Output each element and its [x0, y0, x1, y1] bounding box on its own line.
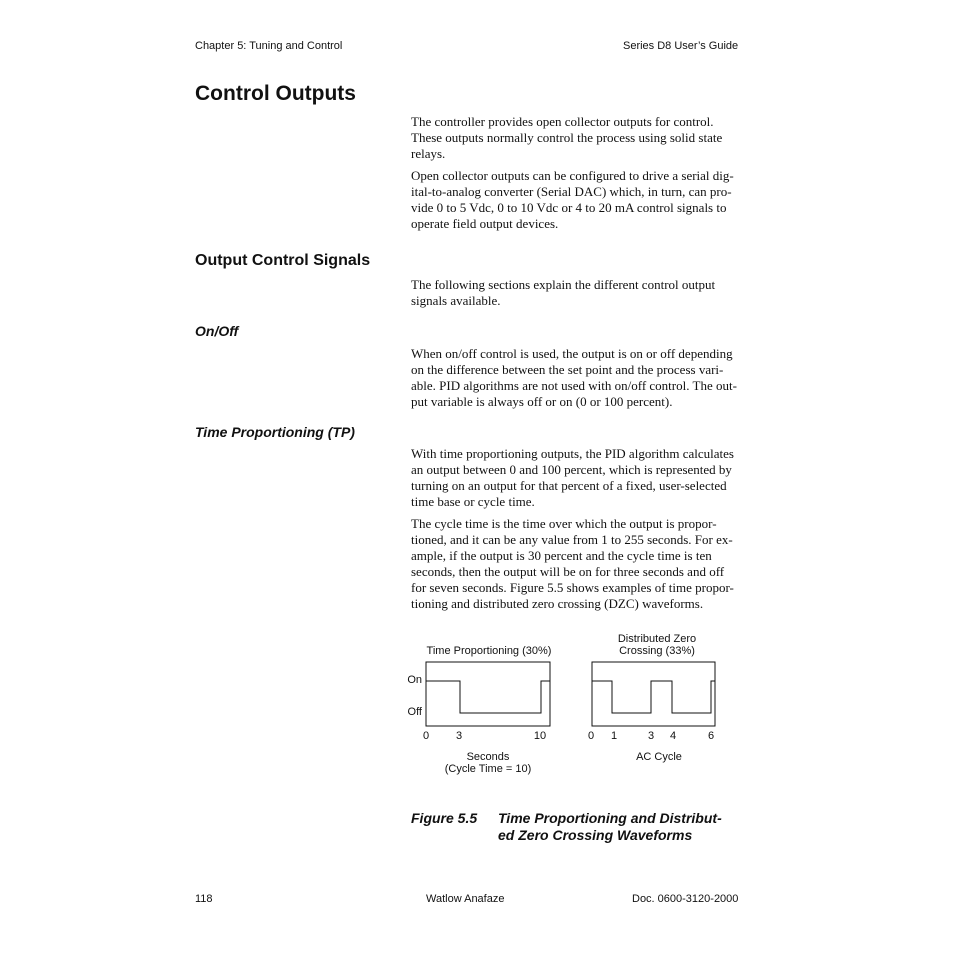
text-line: able. PID algorithms are not used with on/off control. The out- [411, 378, 737, 393]
text-line: ample, if the output is 30 percent and the cycle time is ten [411, 548, 712, 563]
tp-figure-title: Time Proportioning (30%) [426, 645, 552, 657]
text-line: ital-to-analog converter (Serial DAC) which, in turn, can pro- [411, 184, 732, 199]
tp-waveform [426, 681, 550, 713]
text-line: operate field output devices. [411, 216, 559, 231]
text-line: time base or cycle time. [411, 494, 535, 509]
text-line: vide 0 to 5 Vdc, 0 to 10 Vdc or 4 to 20 mA control signals to [411, 200, 727, 215]
text-line: The controller provides open collector outputs for control. [411, 114, 714, 129]
dzc-tick-label: 3 [647, 730, 655, 742]
footer-publisher: Watlow Anafaze [426, 893, 505, 905]
dzc-waveform [592, 681, 715, 713]
text-line: These outputs normally control the process using solid state [411, 130, 723, 145]
dzc-tick-label: 4 [669, 730, 677, 742]
section-title: Control Outputs [195, 82, 356, 105]
footer-doc-number: Doc. 0600-3120-2000 [632, 893, 739, 905]
text-line: Open collector outputs can be configured to drive a serial dig- [411, 168, 734, 183]
text-line: an output between 0 and 100 percent, which is represented by [411, 462, 732, 477]
tp-tick-label: 0 [422, 730, 430, 742]
subsection-title: Output Control Signals [195, 252, 371, 269]
text-line: The following sections explain the different control output [411, 277, 716, 292]
dzc-figure-title-line1: Distributed Zero [617, 633, 697, 645]
text-line: tioning and distributed zero crossing (DZC) waveforms. [411, 596, 704, 611]
off-level-label: Off [407, 706, 422, 718]
text-line: on the difference between the set point and the process vari- [411, 362, 724, 377]
tp-plot-frame [426, 662, 550, 726]
text-line: signals available. [411, 293, 501, 308]
tp-axis-label: Seconds [466, 751, 510, 763]
dzc-tick-label: 0 [587, 730, 595, 742]
tp-axis-sublabel: (Cycle Time = 10) [444, 763, 532, 775]
on-level-label: On [407, 674, 422, 686]
text-line: When on/off control is used, the output is on or off depending [411, 346, 733, 361]
dzc-plot-frame [592, 662, 715, 726]
text-line: seconds, then the output will be on for three seconds and off [411, 564, 725, 579]
text-line: for seven seconds. Figure 5.5 shows examples of time propor- [411, 580, 734, 595]
dzc-tick-label: 1 [610, 730, 618, 742]
onoff-heading: On/Off [195, 323, 239, 339]
dzc-figure-title-line2: Crossing (33%) [619, 645, 695, 657]
figure-caption-text [498, 810, 722, 844]
text-line: The cycle time is the time over which the output is propor- [411, 516, 717, 531]
figure-caption-number: Figure 5.5 [411, 810, 478, 826]
caption-line: ed Zero Crossing Waveforms [498, 827, 693, 843]
running-header-chapter: Chapter 5: Tuning and Control [195, 40, 343, 52]
text-line: relays. [411, 146, 446, 161]
tp-heading: Time Proportioning (TP) [195, 424, 355, 440]
dzc-axis-label: AC Cycle [636, 751, 682, 763]
page-number: 118 [195, 893, 213, 905]
dzc-tick-label: 6 [707, 730, 715, 742]
caption-line: Time Proportioning and Distribut- [498, 810, 722, 826]
text-line: tioned, and it can be any value from 1 to 255 seconds. For ex- [411, 532, 733, 547]
text-line: With time proportioning outputs, the PID algorithm calculates [411, 446, 734, 461]
tp-tick-label: 3 [455, 730, 463, 742]
running-header-title: Series D8 User’s Guide [623, 40, 739, 52]
text-line: turning on an output for that percent of a fixed, user-selected [411, 478, 727, 493]
text-line: put variable is always off or on (0 or 100 percent). [411, 394, 673, 409]
tp-tick-label: 10 [533, 730, 547, 742]
